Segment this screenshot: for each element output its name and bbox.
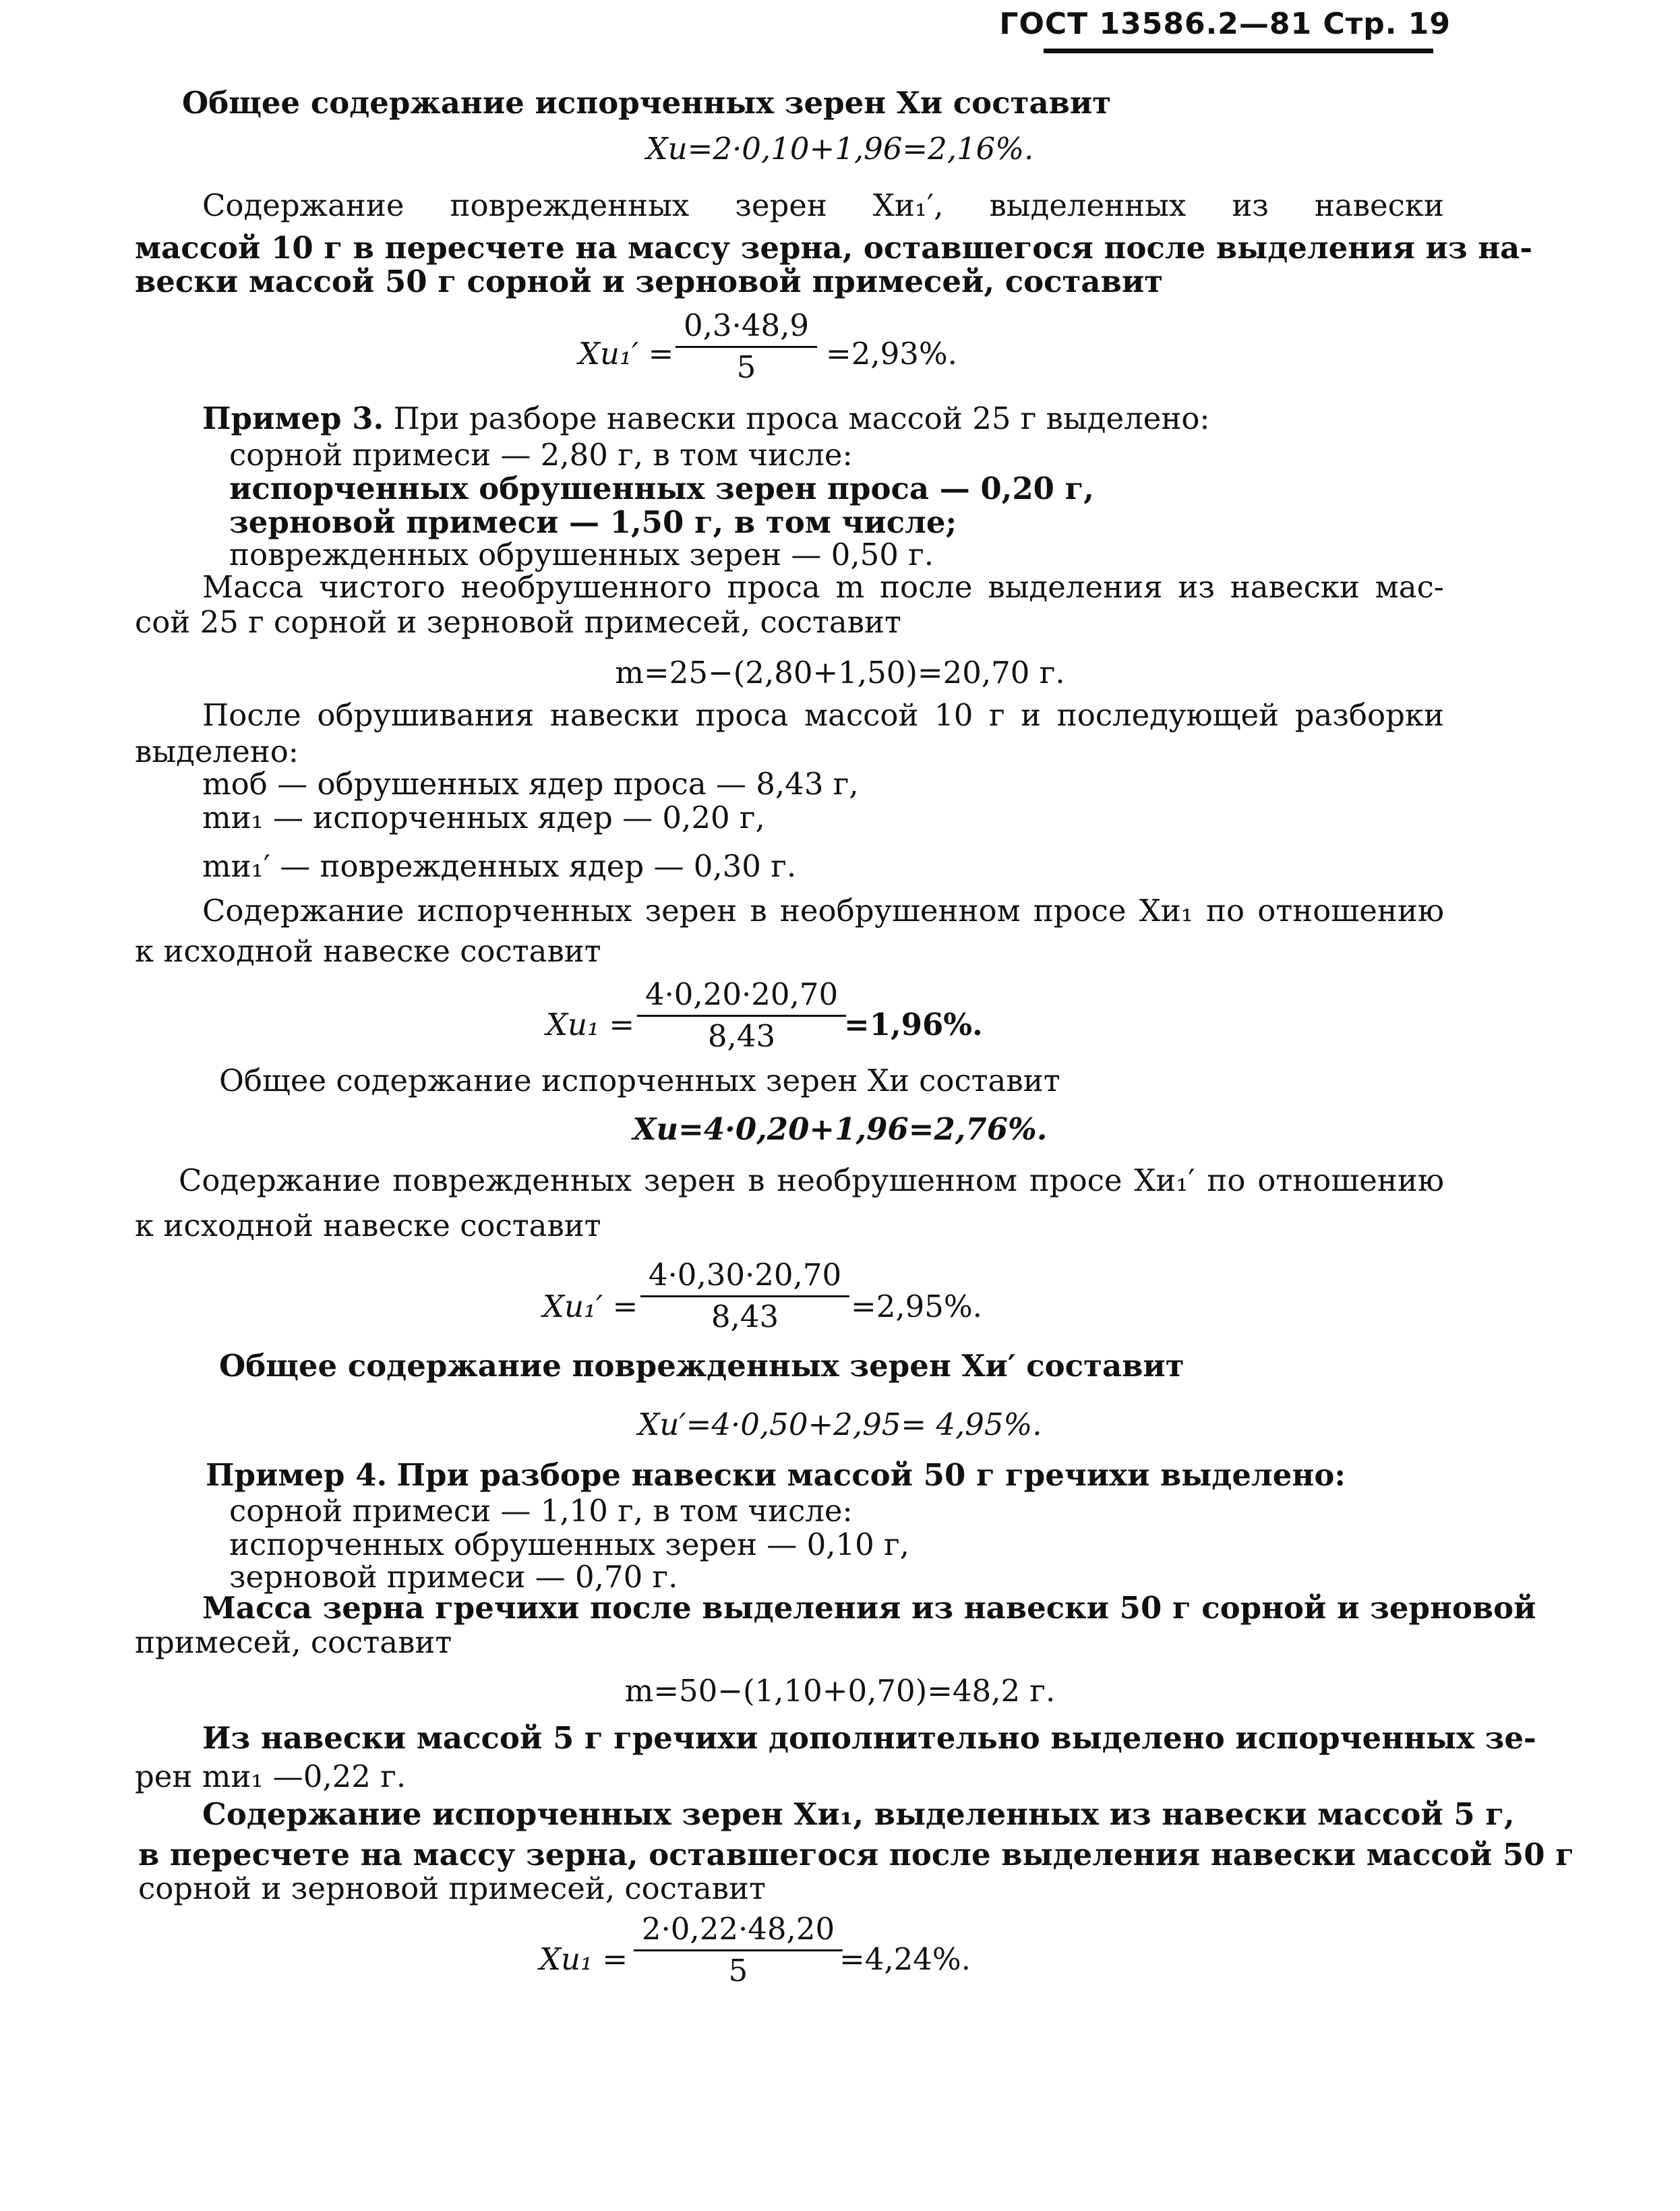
formula-lhs: Xи₁′ = bbox=[543, 1289, 638, 1324]
formula: Xи′=4·0,50+2,95= 4,95%. bbox=[638, 1407, 1042, 1442]
fraction-denominator: 8,43 bbox=[711, 1299, 779, 1334]
fraction bbox=[640, 1257, 849, 1334]
formula-rhs: =1,96%. bbox=[844, 1007, 983, 1042]
text-line: mоб — обрушенных ядер проса — 8,43 г, bbox=[202, 766, 859, 802]
formula-lhs: Xи₁ = bbox=[539, 1941, 628, 1977]
text-line: Масса зерна гречихи после выделения из навески 50 г сорной и зерновой bbox=[202, 1590, 1536, 1626]
text-line: в пересчете на массу зерна, оставшегося после выделения навески массой 50 г bbox=[138, 1837, 1574, 1873]
text-line: выделено: bbox=[135, 734, 299, 769]
text-line: вески массой 50 г сорной и зерновой примесей, составит bbox=[135, 264, 1164, 299]
text-line: поврежденных обрушенных зерен — 0,50 г. bbox=[229, 537, 934, 572]
text-line: сорной примеси — 2,80 г, в том числе: bbox=[229, 437, 853, 473]
formula: Xи=4·0,20+1,96=2,76%. bbox=[632, 1111, 1048, 1147]
text-line: Масса чистого необрушенного проса m после выделения из навески мас- bbox=[202, 569, 1444, 605]
formula: m=50−(1,10+0,70)=48,2 г. bbox=[624, 1673, 1056, 1709]
example-text: При разборе навески проса массой 25 г выделено: bbox=[393, 401, 1210, 436]
text-line: примесей, составит bbox=[135, 1624, 452, 1660]
fraction-numerator: 4·0,30·20,70 bbox=[640, 1260, 849, 1297]
text-line: Содержание поврежденных зерен в необрушенном просе Xи₁′ по отношению bbox=[179, 1162, 1444, 1198]
text-line: Общее содержание испорченных зерен Xи составит bbox=[219, 1063, 1060, 1098]
fraction bbox=[634, 1911, 843, 1988]
text-line: рен mи₁ —0,22 г. bbox=[135, 1759, 407, 1794]
example-heading bbox=[202, 403, 1210, 434]
text-line: mи₁′ — поврежденных ядер — 0,30 г. bbox=[202, 848, 797, 884]
text-line: зерновой примеси — 0,70 г. bbox=[229, 1559, 678, 1595]
fraction-denominator: 5 bbox=[736, 349, 756, 385]
text-line: к исходной навеске составит bbox=[135, 1208, 601, 1243]
text-line: Содержание испорченных зерен в необрушенном просе Xи₁ по отношению bbox=[202, 893, 1444, 928]
example-text: При разборе навески массой 50 г гречихи выделено: bbox=[396, 1457, 1346, 1493]
text-line: зерновой примеси — 1,50 г, в том числе; bbox=[229, 504, 957, 540]
text-line: mи₁ — испорченных ядер — 0,20 г, bbox=[202, 800, 765, 835]
fraction-numerator: 0,3·48,9 bbox=[676, 310, 817, 348]
fraction-denominator: 5 bbox=[728, 1953, 748, 1988]
formula-lhs: Xи₁ = bbox=[546, 1007, 635, 1042]
example-heading bbox=[206, 1457, 1346, 1493]
example-title: Пример 3. bbox=[202, 401, 384, 436]
text-line: Из навески массой 5 г гречихи дополнительно выделено испорченных зе- bbox=[202, 1720, 1536, 1756]
text-line: Содержание поврежденных зерен Xи₁′, выделенных из навески bbox=[202, 187, 1444, 223]
formula: Xи=2·0,10+1,96=2,16%. bbox=[646, 131, 1034, 167]
fraction bbox=[676, 307, 817, 385]
formula-rhs: =2,95%. bbox=[851, 1289, 982, 1324]
text-line: сой 25 г сорной и зерновой примесей, составит bbox=[135, 604, 901, 640]
formula-rhs: =4,24%. bbox=[839, 1941, 971, 1977]
text-line: к исходной навеске составит bbox=[135, 933, 601, 969]
text-line: массой 10 г в пересчете на массу зерна, оставшегося после выделения из на- bbox=[135, 230, 1533, 266]
fraction bbox=[637, 976, 846, 1054]
page-header: ГОСТ 13586.2—81 Стр. 19 bbox=[999, 7, 1451, 41]
formula-rhs: =2,93%. bbox=[826, 336, 957, 372]
text-line: Общее содержание поврежденных зерен Xи′ составит bbox=[219, 1348, 1184, 1384]
text-line: сорной примеси — 1,10 г, в том числе: bbox=[229, 1493, 853, 1529]
text-line: Содержание испорченных зерен Xи₁, выделенных из навески массой 5 г, bbox=[202, 1796, 1515, 1832]
fraction-numerator: 2·0,22·48,20 bbox=[634, 1914, 843, 1951]
formula: m=25−(2,80+1,50)=20,70 г. bbox=[615, 655, 1065, 690]
text-line: Общее содержание испорченных зерен Xи составит bbox=[182, 85, 1112, 121]
text-line: испорченных обрушенных зерен проса — 0,20 г, bbox=[229, 471, 1094, 506]
formula-lhs: Xи₁′ = bbox=[578, 336, 674, 372]
header-rule bbox=[1044, 49, 1433, 53]
text-line: испорченных обрушенных зерен — 0,10 г, bbox=[229, 1527, 909, 1562]
fraction-denominator: 8,43 bbox=[707, 1018, 776, 1054]
text-line: После обрушивания навески проса массой 10 г и последующей разборки bbox=[202, 697, 1444, 733]
fraction-numerator: 4·0,20·20,70 bbox=[637, 979, 846, 1017]
example-title: Пример 4. bbox=[206, 1457, 388, 1493]
text-line: сорной и зерновой примесей, составит bbox=[138, 1870, 766, 1906]
